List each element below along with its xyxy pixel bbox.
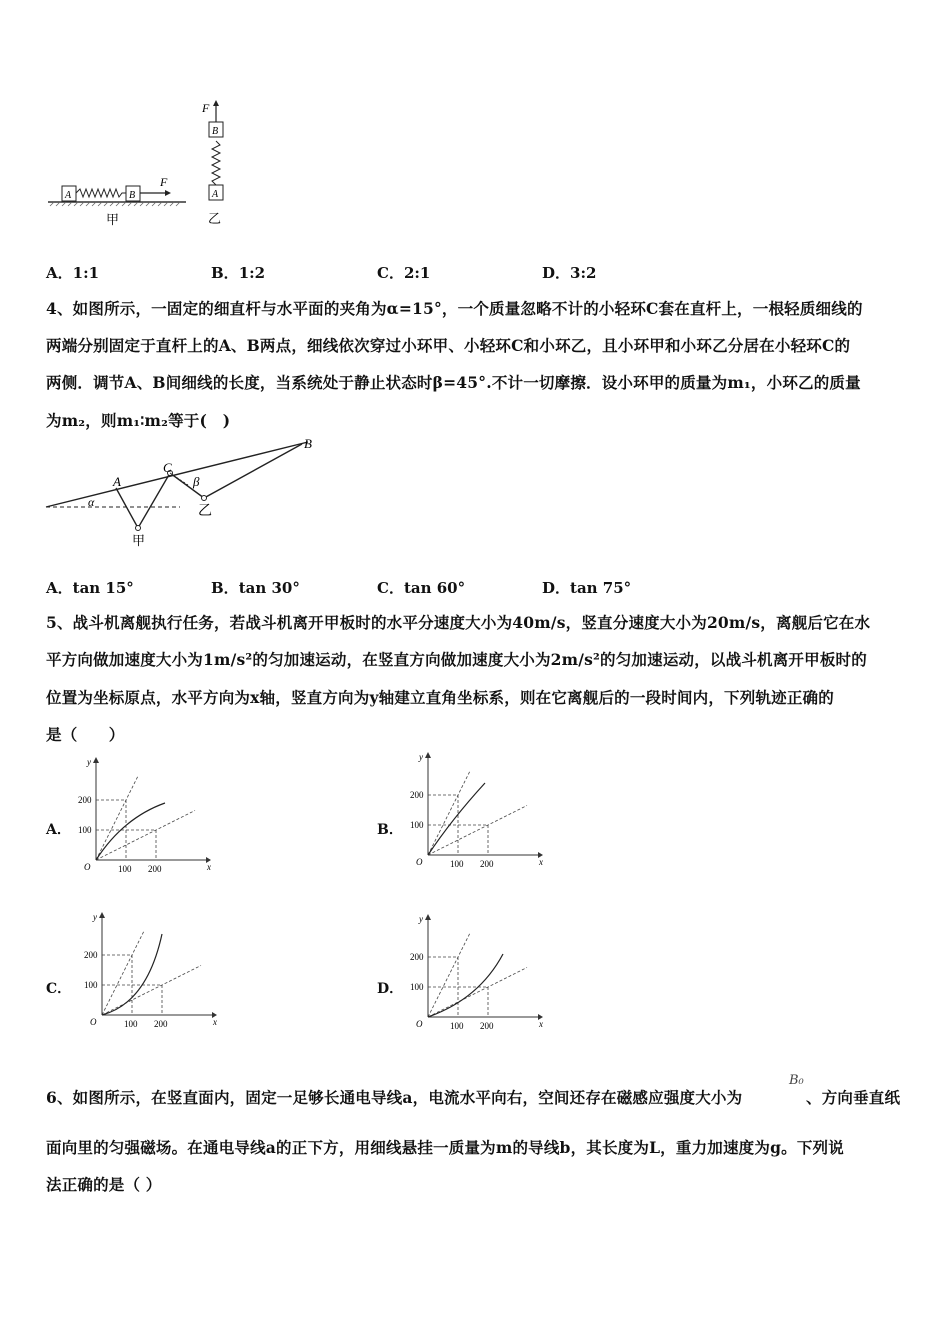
- q3-option-c[interactable]: C．2:1: [377, 264, 431, 282]
- q4-line-3: 两侧．调节A、B间细线的长度，当系统处于静止状态时β=45°.不计一切摩擦．设小环甲的质量为m₁，小环乙的质量: [46, 373, 861, 392]
- ring-yi-label: 乙: [198, 504, 212, 519]
- q4-line-4: 为m₂，则m₁∶m₂等于( ): [46, 411, 231, 430]
- q5-line-2: 平方向做加速度大小为1m/s²的匀加速运动，在竖直方向做加速度大小为2m/s²的匀加速运动，以战斗机离开甲板时的: [46, 650, 867, 669]
- block-b-label: B: [129, 190, 136, 201]
- y-axis-label: y: [87, 757, 91, 767]
- q5-graph-c: [84, 910, 219, 1035]
- q3-option-a[interactable]: A．1:1: [46, 264, 100, 282]
- asymptote-high: [96, 776, 138, 860]
- q5-line-3: 位置为坐标原点，水平方向为x轴，竖直方向为y轴建立直角坐标系，则在它离舰后的一段时间内，下列轨迹正确的: [46, 688, 834, 707]
- trajectory-curve: [428, 783, 485, 855]
- force-label-2: F: [202, 101, 210, 115]
- q5-graph-b: [410, 750, 545, 875]
- trajectory-curve: [96, 803, 165, 860]
- q6-line-3: 法正确的是（ ）: [46, 1175, 162, 1194]
- y-tick-100: 100: [410, 820, 424, 830]
- asymptote-high: [428, 771, 470, 855]
- origin-label: O: [84, 862, 91, 872]
- asymptote-high: [428, 933, 470, 1017]
- point-a-label: A: [113, 474, 121, 489]
- x-tick-200: 200: [480, 1021, 494, 1031]
- x-axis-label: x: [207, 862, 211, 872]
- alpha-label: α: [88, 495, 95, 509]
- block-a-label-2: A: [212, 189, 219, 200]
- q3-figure: [40, 96, 260, 231]
- force-label: F: [160, 175, 168, 189]
- q4-option-c[interactable]: C．tan 60°: [377, 579, 466, 597]
- block-a-label: A: [65, 190, 72, 201]
- q4-option-d[interactable]: D．tan 75°: [542, 579, 632, 597]
- y-tick-100: 100: [84, 980, 98, 990]
- beta-label: β: [193, 474, 200, 489]
- y-axis-label: y: [93, 912, 97, 922]
- y-axis-arrow: [99, 912, 105, 918]
- x-axis-label: x: [539, 857, 543, 867]
- figure-label-yi: 乙: [208, 211, 222, 226]
- asymptote-low: [102, 966, 201, 1016]
- y-axis-label: y: [419, 752, 423, 762]
- q4-line-2: 两端分别固定于直杆上的A、B两点，细线依次穿过小环甲、小轻环C和小环乙，且小环甲和小环乙分居在小轻环C的: [46, 336, 851, 355]
- q6-line-1b: 、方向垂直纸: [806, 1088, 901, 1107]
- x-tick-100: 100: [450, 1021, 464, 1031]
- q5-option-a[interactable]: A．: [46, 822, 71, 838]
- q3-option-d[interactable]: D．3:2: [542, 264, 597, 282]
- q5-line-4: 是（ ）: [46, 725, 125, 744]
- q6-line-2: 面向里的匀强磁场。在通电导线a的正下方，用细线悬挂一质量为m的导线b，其长度为L，重力加速度为g。下列说: [46, 1138, 844, 1157]
- q5-graph-d: [410, 912, 545, 1037]
- y-axis-arrow: [425, 752, 431, 758]
- asymptote-low: [428, 806, 527, 856]
- q4-figure: [40, 430, 330, 550]
- y-tick-200: 200: [410, 952, 424, 962]
- origin-label: O: [416, 1019, 423, 1029]
- y-axis-arrow: [425, 914, 431, 920]
- asymptote-low: [96, 811, 195, 861]
- x-tick-200: 200: [148, 864, 162, 874]
- figure-label-jia: 甲: [106, 212, 120, 227]
- x-tick-100: 100: [118, 864, 132, 874]
- x-axis-label: x: [213, 1017, 217, 1027]
- q3-option-b[interactable]: B．1:2: [211, 264, 266, 282]
- ring-jia-label: 甲: [132, 533, 146, 548]
- y-tick-200: 200: [84, 950, 98, 960]
- q5-option-c[interactable]: C．: [46, 981, 72, 997]
- y-tick-100: 100: [78, 825, 92, 835]
- y-tick-100: 100: [410, 982, 424, 992]
- q4-option-a[interactable]: A．tan 15°: [46, 579, 134, 597]
- y-tick-200: 200: [78, 795, 92, 805]
- q4-option-b[interactable]: B．tan 30°: [211, 579, 300, 597]
- q4-line-1: 4、如图所示，一固定的细直杆与水平面的夹角为α=15°，一个质量忽略不计的小轻环C套在直杆上，一根轻质细线的: [46, 299, 863, 318]
- origin-label: O: [416, 857, 423, 867]
- q5-option-d[interactable]: D．: [377, 981, 404, 997]
- x-tick-200: 200: [480, 859, 494, 869]
- origin-label: O: [90, 1017, 97, 1027]
- point-c-label: C: [163, 460, 172, 475]
- y-axis-label: y: [419, 914, 423, 924]
- q5-line-1: 5、战斗机离舰执行任务，若战斗机离开甲板时的水平分速度大小为40m/s，竖直分速度大小为20m/s，离舰后它在水: [46, 613, 871, 632]
- q5-option-b[interactable]: B．: [377, 822, 403, 838]
- point-b-label: B: [304, 436, 312, 451]
- asymptote-low: [428, 968, 527, 1018]
- x-tick-100: 100: [450, 859, 464, 869]
- q6-line-1a: 6、如图所示，在竖直面内，固定一足够长通电导线a，电流水平向右，空间还存在磁感应强度大小为: [46, 1088, 743, 1107]
- y-tick-200: 200: [410, 790, 424, 800]
- x-tick-200: 200: [154, 1019, 168, 1029]
- y-axis-arrow: [93, 757, 99, 763]
- q5-graph-a: [78, 755, 213, 880]
- x-tick-100: 100: [124, 1019, 138, 1029]
- b0-symbol: B₀: [789, 1073, 804, 1088]
- x-axis-label: x: [539, 1019, 543, 1029]
- asymptote-high: [102, 931, 144, 1015]
- block-b-label-2: B: [212, 126, 219, 137]
